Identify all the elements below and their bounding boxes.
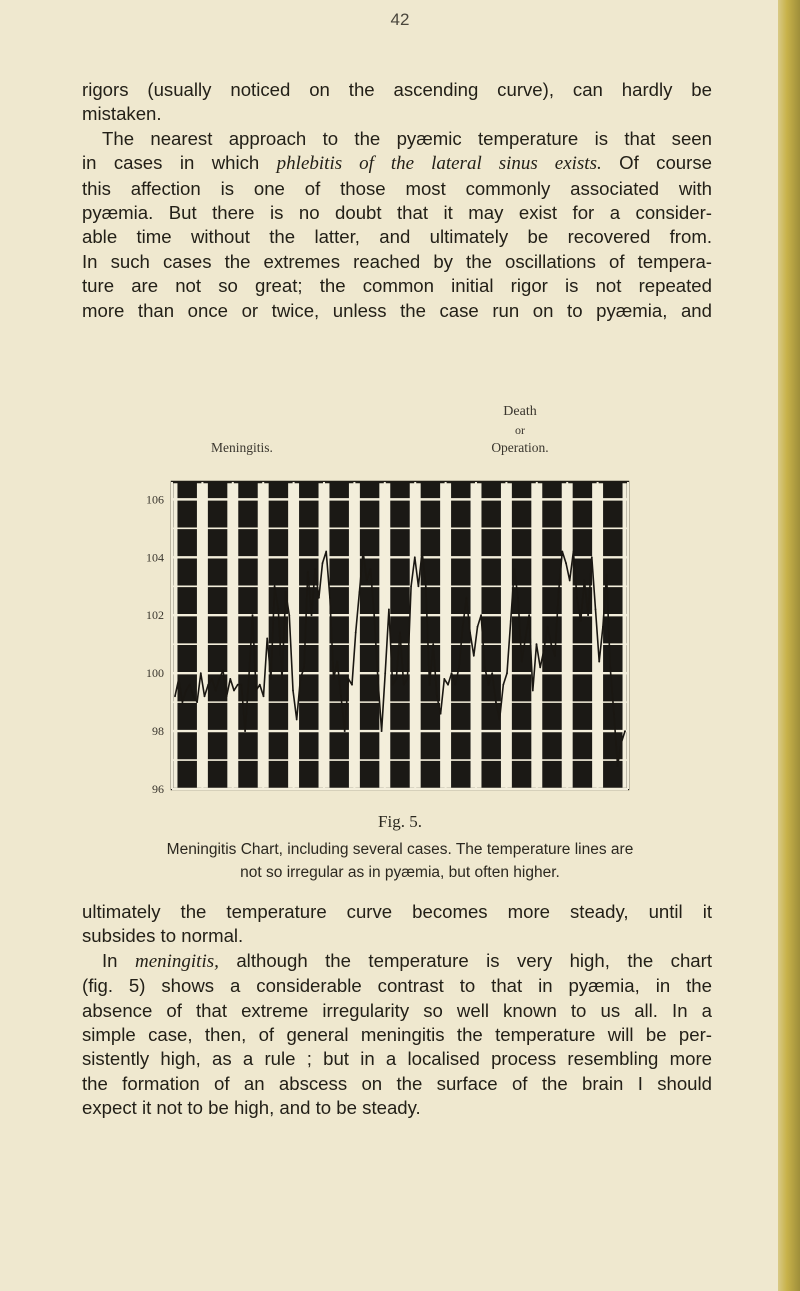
- figure-caption-line-1: Meningitis Chart, including several cases. The temperature lines are: [166, 841, 634, 858]
- data-point: [495, 701, 497, 703]
- annotation-meningitis: Meningitis.: [211, 440, 273, 455]
- annotation-operation: Operation.: [491, 440, 549, 455]
- figure-caption-line-2: not so irregular as in pyæmia, but often higher.: [240, 864, 560, 881]
- data-point: [488, 684, 490, 686]
- data-point: [388, 609, 390, 611]
- data-point: [499, 719, 501, 721]
- italic-phlebitis: phlebitis of the lateral sinus exists.: [276, 153, 602, 175]
- data-point: [543, 649, 545, 651]
- text-line: In such cases the extremes reached by the oscillations of tempera-: [82, 250, 712, 272]
- data-point: [451, 672, 453, 674]
- data-point: [362, 551, 364, 553]
- data-point: [517, 597, 519, 599]
- data-point: [421, 551, 423, 553]
- data-point: [333, 678, 335, 680]
- data-point: [528, 614, 530, 616]
- data-point: [237, 684, 239, 686]
- data-point: [473, 655, 475, 657]
- text-line: mistaken.: [82, 103, 162, 125]
- text-line: more than once or twice, unless the case run on to pyæmia, and: [82, 299, 712, 321]
- y-tick-label: 100: [146, 666, 164, 681]
- data-point: [602, 626, 604, 628]
- data-point: [510, 620, 512, 622]
- italic-meningitis: meningitis,: [134, 950, 219, 972]
- data-point: [403, 684, 405, 686]
- data-point: [373, 614, 375, 616]
- data-point: [292, 690, 294, 692]
- text-line: able time without the latter, and ultimately be recovered from.: [82, 226, 712, 248]
- text-line: absence of that extreme irregularity so well known to us all. In a: [82, 999, 712, 1021]
- y-tick-label: 106: [146, 492, 164, 507]
- data-point: [178, 678, 180, 680]
- data-point: [606, 574, 608, 576]
- data-point: [525, 638, 527, 640]
- data-point: [561, 551, 563, 553]
- data-point: [550, 643, 552, 645]
- data-point: [536, 643, 538, 645]
- text-line: expect it not to be high, and to be steady.: [82, 1097, 421, 1119]
- data-point: [193, 695, 195, 697]
- data-point: [303, 667, 305, 669]
- text-line: (fig. 5) shows a considerable contrast to that in pyæmia, in the: [82, 975, 712, 997]
- data-point: [211, 678, 213, 680]
- data-point: [329, 597, 331, 599]
- data-point: [270, 678, 272, 680]
- data-point: [318, 597, 320, 599]
- data-point: [558, 591, 560, 593]
- data-point: [340, 695, 342, 697]
- data-point: [285, 591, 287, 593]
- data-point: [336, 661, 338, 663]
- data-point: [196, 701, 198, 703]
- data-point: [532, 690, 534, 692]
- data-point: [377, 678, 379, 680]
- text-line: rigors (usually noticed on the ascending curve), can hardly be: [82, 79, 712, 100]
- data-point: [591, 556, 593, 558]
- data-point: [392, 684, 394, 686]
- data-point: [580, 620, 582, 622]
- data-point: [314, 568, 316, 570]
- y-tick-label: 104: [146, 550, 164, 565]
- data-point: [288, 614, 290, 616]
- y-axis-ticks: [146, 492, 164, 796]
- data-point: [569, 580, 571, 582]
- data-point: [366, 580, 368, 582]
- data-point: [344, 730, 346, 732]
- text-line: simple case, then, of general meningitis the temperature will be per-: [82, 1024, 712, 1046]
- text-line: ultimately the temperature curve becomes more steady, until it: [82, 901, 712, 922]
- data-point: [189, 684, 191, 686]
- data-point: [436, 695, 438, 697]
- data-point: [204, 695, 206, 697]
- data-point: [281, 678, 283, 680]
- text-line: pyæmia. But there is no doubt that it may exist for a consider-: [82, 202, 712, 224]
- data-point: [502, 684, 504, 686]
- text-line: in cases in which phlebitis of the lateral sinus exists. Of course: [82, 152, 712, 175]
- data-point: [229, 678, 231, 680]
- data-point: [174, 695, 176, 697]
- y-tick-label: 96: [152, 782, 164, 796]
- data-point: [381, 730, 383, 732]
- data-point: [620, 742, 622, 744]
- data-point: [263, 695, 265, 697]
- data-point: [547, 626, 549, 628]
- data-point: [277, 609, 279, 611]
- data-point: [226, 695, 228, 697]
- data-point: [359, 591, 361, 593]
- data-point: [613, 713, 615, 715]
- data-point: [429, 684, 431, 686]
- text-line: subsides to normal.: [82, 925, 244, 947]
- data-point: [182, 701, 184, 703]
- data-point: [255, 690, 257, 692]
- data-point: [462, 626, 464, 628]
- figure-title: Fig. 5.: [378, 812, 422, 831]
- data-point: [443, 678, 445, 680]
- data-point: [395, 678, 397, 680]
- data-point: [307, 571, 309, 573]
- data-point: [233, 690, 235, 692]
- data-point: [296, 719, 298, 721]
- text-line: sistently high, as a rule ; but in a localised process resembling more: [82, 1048, 712, 1070]
- text-line: The nearest approach to the pyæmic temperature is that seen: [102, 127, 712, 149]
- annotation-or: or: [515, 423, 525, 437]
- data-point: [554, 655, 556, 657]
- data-point: [355, 632, 357, 634]
- data-point: [259, 684, 261, 686]
- data-point: [458, 667, 460, 669]
- data-point: [521, 661, 523, 663]
- y-tick-label: 98: [152, 724, 164, 739]
- data-point: [617, 765, 619, 767]
- data-point: [513, 568, 515, 570]
- data-point: [609, 667, 611, 669]
- data-point: [241, 684, 243, 686]
- data-point: [410, 585, 412, 587]
- data-point: [274, 585, 276, 587]
- data-point: [477, 626, 479, 628]
- data-point: [469, 632, 471, 634]
- data-point: [215, 690, 217, 692]
- data-point: [185, 690, 187, 692]
- data-point: [440, 713, 442, 715]
- data-point: [222, 669, 224, 671]
- data-point: [300, 678, 302, 680]
- data-point: [348, 678, 350, 680]
- data-point: [587, 614, 589, 616]
- data-point: [266, 638, 268, 640]
- annotation-death: Death: [503, 404, 537, 419]
- data-point: [322, 562, 324, 564]
- data-point: [480, 614, 482, 616]
- text-line: this affection is one of those most commonly associated with: [82, 177, 712, 199]
- data-point: [454, 684, 456, 686]
- data-point: [325, 551, 327, 553]
- data-point: [200, 672, 202, 674]
- text-line: the formation of an abscess on the surface of the brain I should: [82, 1072, 712, 1094]
- data-point: [624, 730, 626, 732]
- temperature-chart: [0, 390, 800, 810]
- data-point: [207, 684, 209, 686]
- data-point: [466, 597, 468, 599]
- data-point: [506, 672, 508, 674]
- data-point: [384, 672, 386, 674]
- data-point: [218, 678, 220, 680]
- data-point: [248, 678, 250, 680]
- data-point: [252, 614, 254, 616]
- data-point: [432, 643, 434, 645]
- data-point: [370, 568, 372, 570]
- text-line: ture are not so great; the common initial rigor is not repeated: [82, 275, 712, 297]
- data-point: [425, 585, 427, 587]
- data-point: [447, 684, 449, 686]
- data-point: [418, 585, 420, 587]
- paragraph-top: [82, 78, 712, 323]
- data-point: [311, 614, 313, 616]
- data-point: [598, 661, 600, 663]
- data-point: [484, 667, 486, 669]
- data-point: [351, 684, 353, 686]
- y-tick-label: 102: [146, 608, 164, 623]
- text-line: In meningitis, although the temperature is very high, the chart: [102, 949, 712, 972]
- data-point: [414, 556, 416, 558]
- data-point: [399, 632, 401, 634]
- paragraph-bottom: [82, 900, 712, 1121]
- data-point: [595, 609, 597, 611]
- data-point: [573, 551, 575, 553]
- data-point: [565, 562, 567, 564]
- data-point: [491, 672, 493, 674]
- data-point: [584, 580, 586, 582]
- data-point: [576, 597, 578, 599]
- data-point: [244, 730, 246, 732]
- data-point: [539, 667, 541, 669]
- data-point: [407, 678, 409, 680]
- page-number: 42: [390, 10, 410, 29]
